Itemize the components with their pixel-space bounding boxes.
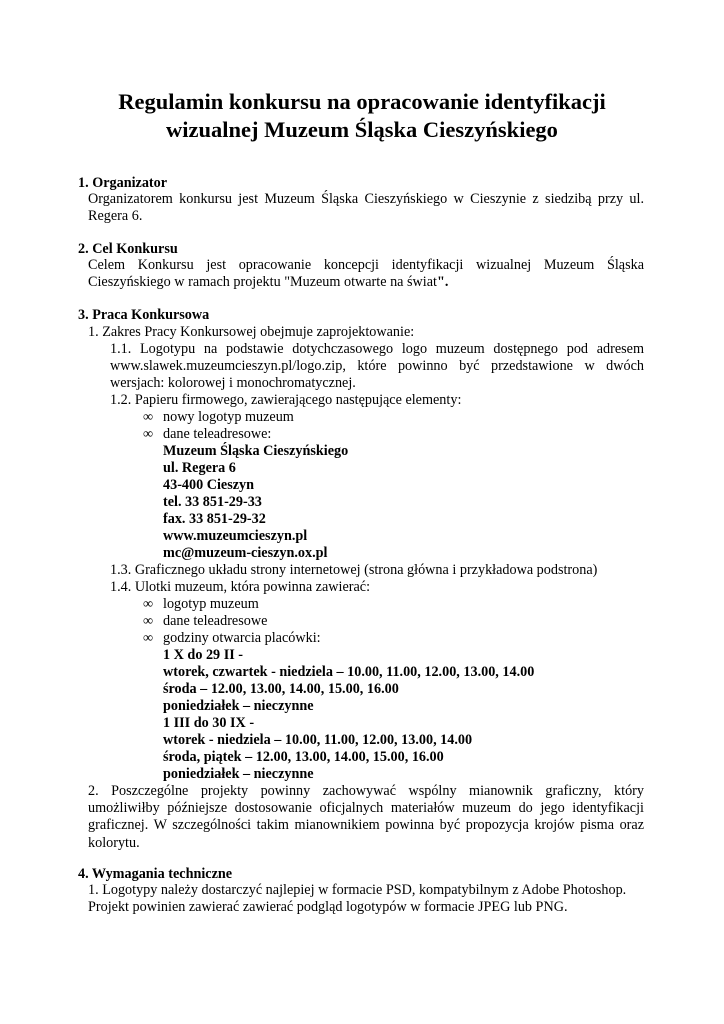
contact-line: ul. Regera 6 (163, 460, 236, 476)
item-1-3: 1.3. Graficznego układu strony internetowej (strona główna i przykładowa podstrona) (110, 562, 598, 578)
bullet-item (143, 596, 259, 613)
bullet-item (143, 630, 321, 647)
section-1-text: Organizatorem konkursu jest Muzeum Śląska Cieszyńskiego w Cieszynie z siedzibą przy ul. Regera 6. (88, 191, 644, 225)
contact-line: 43-400 Cieszyn (163, 477, 255, 493)
contact-line: mc@muzeum-cieszyn.ox.pl (163, 545, 328, 561)
hours-line: poniedziałek – nieczynne (163, 698, 314, 714)
hours-line: 1 III do 30 IX - (163, 715, 255, 731)
section-2-text-end: ". (436, 274, 449, 291)
section-1-heading: 1. Organizator (78, 175, 168, 191)
bullet-text: nowy logotyp muzeum (163, 409, 294, 425)
contact-line: www.muzeumcieszyn.pl (163, 528, 308, 544)
hours-line: środa, piątek – 12.00, 13.00, 14.00, 15.00, 16.00 (163, 749, 444, 765)
bullet-text: godziny otwarcia placówki: (163, 630, 321, 646)
bullet-item (143, 409, 294, 426)
document-title (60, 88, 664, 144)
infinity-bullet-icon: ∞ (143, 409, 154, 425)
section-2-text (88, 257, 644, 291)
hours-line: wtorek, czwartek - niedziela – 10.00, 11.00, 12.00, 13.00, 14.00 (163, 664, 535, 680)
hours-line: środa – 12.00, 13.00, 14.00, 15.00, 16.00 (163, 681, 399, 697)
item-1-4: 1.4. Ulotki muzeum, która powinna zawierać: (110, 579, 371, 595)
item-1-2: 1.2. Papieru firmowego, zawierającego następujące elementy: (110, 392, 462, 408)
infinity-bullet-icon: ∞ (143, 630, 154, 646)
contact-line: tel. 33 851-29-33 (163, 494, 262, 510)
section-3-intro: 1. Zakres Pracy Konkursowej obejmuje zaprojektowanie: (88, 324, 415, 340)
infinity-bullet-icon: ∞ (143, 426, 154, 442)
section-4-line-2: Projekt powinien zawierać zawierać podgląd logotypów w formacie JPEG lub PNG. (88, 899, 568, 915)
bullet-text: dane teleadresowe: (163, 426, 272, 442)
section-3-heading: 3. Praca Konkursowa (78, 307, 210, 323)
section-2-heading: 2. Cel Konkursu (78, 241, 178, 257)
hours-line: poniedziałek – nieczynne (163, 766, 314, 782)
item-2: 2. Poszczególne projekty powinny zachowywać wspólny mianownik graficzny, który umożliwiłby późniejsze dostosowanie oficjalnych materiałów muzeum do jego identyfikacji graficznej. W szczególności takim mianownikiem powinna być propozycja krojów pisma oraz kolorytu. (88, 783, 644, 851)
infinity-bullet-icon: ∞ (143, 613, 154, 629)
section-4-heading: 4. Wymagania techniczne (78, 866, 233, 882)
hours-line: 1 X do 29 II - (163, 647, 244, 663)
contact-line: fax. 33 851-29-32 (163, 511, 266, 527)
bullet-item (143, 426, 271, 443)
bullet-text: logotyp muzeum (163, 596, 259, 612)
title-line-1: Regulamin konkursu na opracowanie identyfikacji (118, 89, 606, 114)
bullet-item (143, 613, 267, 630)
title-line-2: wizualnej Muzeum Śląska Cieszyńskiego (166, 117, 558, 142)
section-4-line-1: 1. Logotypy należy dostarczyć najlepiej w formacie PSD, kompatybilnym z Adobe Photoshop. (88, 882, 627, 898)
section-2-text-body: Celem Konkursu jest opracowanie koncepcji identyfikacji wizualnej Muzeum Śląska Cieszyńskiego w ramach projektu "Muzeum otwarte na świat (88, 257, 644, 291)
contact-line: Muzeum Śląska Cieszyńskiego (163, 443, 349, 459)
infinity-bullet-icon: ∞ (143, 596, 154, 612)
bullet-text: dane teleadresowe (163, 613, 268, 629)
hours-line: wtorek - niedziela – 10.00, 11.00, 12.00, 13.00, 14.00 (163, 732, 473, 748)
item-1-1: 1.1. Logotypu na podstawie dotychczasowego logo muzeum dostępnego pod adresem www.slawek.muzeumcieszyn.pl/logo.zip, które powinno być przedstawione w dwóch wersjach: kolorowej i monochromatycznej. (110, 341, 644, 392)
